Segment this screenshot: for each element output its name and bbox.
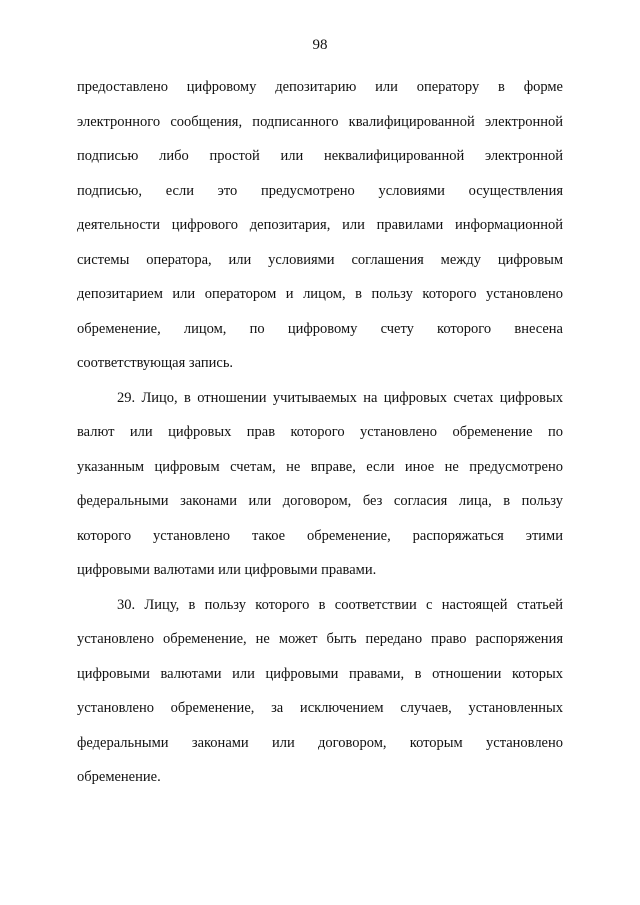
text-line: федеральными законами или договором, без согласия лица, в пользу — [77, 493, 563, 509]
text-line: подписью, если это предусмотрено условиями осуществления — [77, 182, 563, 199]
paragraph-item-30 — [77, 588, 563, 795]
text-line: системы оператора, или условиями соглашения между цифровым — [77, 251, 563, 268]
text-line: подписью либо простой или неквалифицированной электронной — [77, 148, 563, 164]
text-line: предоставлено цифровому депозитарию или оператору в форме — [77, 79, 563, 95]
text-line: 29. Лицо, в отношении учитываемых на цифровых счетах цифровых — [117, 389, 563, 406]
text-line: указанным цифровым счетам, не вправе, если иное не предусмотрено — [77, 458, 563, 475]
paragraph-item-29 — [77, 381, 563, 588]
text-line: обременение. — [77, 769, 161, 785]
text-line: электронного сообщения, подписанного квалифицированной электронной — [77, 113, 563, 130]
text-line: соответствующая запись. — [77, 355, 234, 371]
text-line: установлено обременение, за исключением случаев, установленных — [77, 700, 563, 716]
text-line: установлено обременение, не может быть передано право распоряжения — [77, 631, 563, 647]
document-body — [77, 70, 563, 795]
text-line: цифровыми валютами или цифровыми правами, в отношении которых — [77, 665, 563, 682]
text-line: цифровыми валютами или цифровыми правами. — [77, 562, 377, 578]
text-line: депозитарием или оператором и лицом, в пользу которого установлено — [77, 286, 563, 302]
text-line: обременение, лицом, по цифровому счету которого внесена — [77, 320, 563, 337]
page-number: 98 — [312, 37, 328, 53]
text-line: 30. Лицу, в пользу которого в соответствии с настоящей статьей — [117, 596, 563, 613]
text-line: валют или цифровых прав которого установлено обременение по — [77, 424, 563, 440]
text-line: деятельности цифрового депозитария, или правилами информационной — [77, 217, 563, 233]
paragraph-continuation — [77, 70, 563, 381]
text-line: федеральными законами или договором, которым установлено — [77, 734, 563, 751]
text-line: которого установлено такое обременение, распоряжаться этими — [77, 527, 563, 544]
